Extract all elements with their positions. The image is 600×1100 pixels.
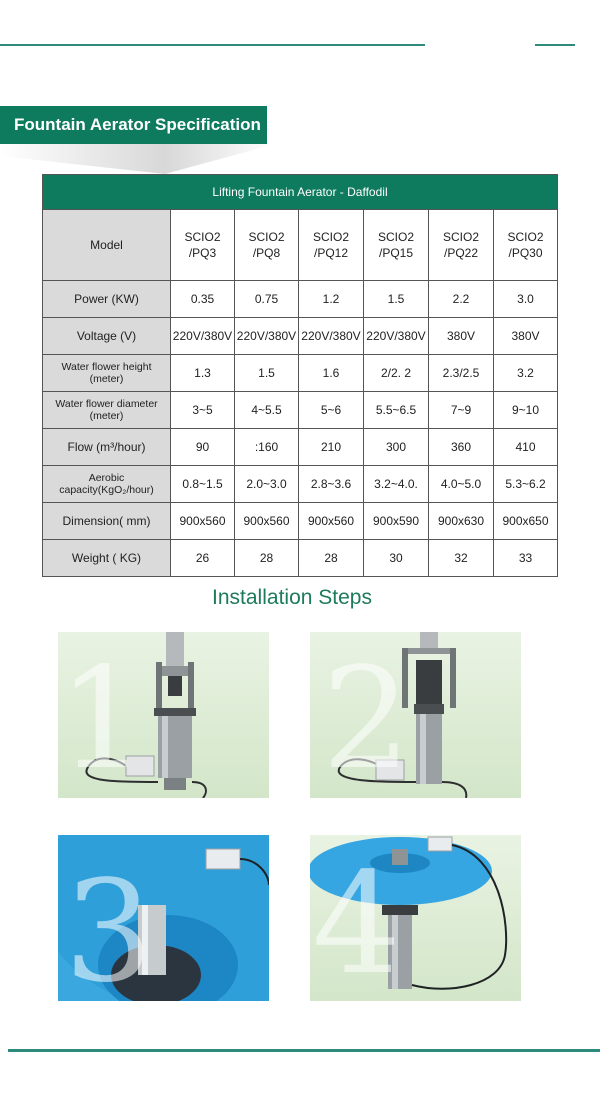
table-cell: 5~6 [299, 392, 364, 429]
table-cell: 2.3/2.5 [429, 355, 494, 392]
table-cell: SCIO2 /PQ15 [364, 210, 429, 281]
table-cell: 220V/380V [364, 318, 429, 355]
table-cell: 5.3~6.2 [494, 466, 558, 503]
step-number: 3 [64, 851, 154, 1001]
row-label: Dimension( mm) [43, 503, 171, 540]
table-cell: SCIO2 /PQ3 [171, 210, 235, 281]
table-cell: 900x560 [235, 503, 299, 540]
table-cell: SCIO2 /PQ30 [494, 210, 558, 281]
step-1-image [58, 632, 269, 798]
table-cell: 1.5 [364, 281, 429, 318]
row-label: Flow (m³/hour) [43, 429, 171, 466]
row-label: Water flower height (meter) [43, 355, 171, 392]
table-cell: 4.0~5.0 [429, 466, 494, 503]
step-number: 2 [322, 638, 412, 798]
table-cell: 28 [299, 540, 364, 577]
row-label: Water flower diameter (meter) [43, 392, 171, 429]
table-cell: 2/2. 2 [364, 355, 429, 392]
row-label: Aerobic capacity(KgO₂/hour) [43, 466, 171, 503]
table-cell: 30 [364, 540, 429, 577]
table-cell: 380V [429, 318, 494, 355]
table-cell: 3.0 [494, 281, 558, 318]
table-cell: 220V/380V [299, 318, 364, 355]
row-label: Weight ( KG) [43, 540, 171, 577]
table-cell: 1.3 [171, 355, 235, 392]
table-cell: 220V/380V [235, 318, 299, 355]
table-cell: 410 [494, 429, 558, 466]
table-cell: 1.2 [299, 281, 364, 318]
table-row [43, 466, 558, 503]
table-cell: 2.8~3.6 [299, 466, 364, 503]
table-row [43, 392, 558, 429]
table-cell: 7~9 [429, 392, 494, 429]
step-3-image [58, 835, 269, 1001]
table-cell: 380V [494, 318, 558, 355]
table-cell: SCIO2 /PQ8 [235, 210, 299, 281]
table-cell: 900x630 [429, 503, 494, 540]
table-cell: 900x590 [364, 503, 429, 540]
table-cell: 3~5 [171, 392, 235, 429]
step-4-image [310, 835, 521, 1001]
row-label: Voltage (V) [43, 318, 171, 355]
table-row [43, 281, 558, 318]
table-cell: 900x560 [171, 503, 235, 540]
table-cell: 210 [299, 429, 364, 466]
table-cell: 32 [429, 540, 494, 577]
table-cell: 28 [235, 540, 299, 577]
bottom-divider [8, 1049, 600, 1052]
table-cell: SCIO2 /PQ12 [299, 210, 364, 281]
table-cell: 90 [171, 429, 235, 466]
table-row [43, 540, 558, 577]
step-number: 4 [312, 843, 402, 1001]
table-row [43, 210, 558, 281]
table-cell: 33 [494, 540, 558, 577]
table-cell: 300 [364, 429, 429, 466]
section-title: Fountain Aerator Specification [0, 106, 267, 144]
row-label: Model [43, 210, 171, 281]
table-cell: 3.2~4.0. [364, 466, 429, 503]
installation-title: Installation Steps [212, 586, 372, 609]
table-cell: 900x560 [299, 503, 364, 540]
table-cell: 900x650 [494, 503, 558, 540]
table-row [43, 429, 558, 466]
table-cell: 0.35 [171, 281, 235, 318]
table-cell: 0.8~1.5 [171, 466, 235, 503]
table-cell: 2.2 [429, 281, 494, 318]
table-title: Lifting Fountain Aerator - Daffodil [43, 175, 558, 210]
table-cell: 26 [171, 540, 235, 577]
table-cell: 220V/380V [171, 318, 235, 355]
table-cell: 5.5~6.5 [364, 392, 429, 429]
top-divider-right [535, 44, 575, 46]
spec-table [42, 174, 558, 577]
table-cell: 4~5.5 [235, 392, 299, 429]
table-row [43, 503, 558, 540]
table-row [43, 318, 558, 355]
table-cell: SCIO2 /PQ22 [429, 210, 494, 281]
table-row [43, 355, 558, 392]
row-label: Power (KW) [43, 281, 171, 318]
step-number: 1 [58, 638, 148, 798]
step-2-image [310, 632, 521, 798]
table-cell: 1.5 [235, 355, 299, 392]
table-cell: 360 [429, 429, 494, 466]
table-cell: 2.0~3.0 [235, 466, 299, 503]
table-cell: 1.6 [299, 355, 364, 392]
table-cell: 3.2 [494, 355, 558, 392]
banner-shadow [0, 144, 275, 174]
table-cell: 0.75 [235, 281, 299, 318]
top-divider [0, 44, 425, 46]
table-cell: 9~10 [494, 392, 558, 429]
table-cell: :160 [235, 429, 299, 466]
